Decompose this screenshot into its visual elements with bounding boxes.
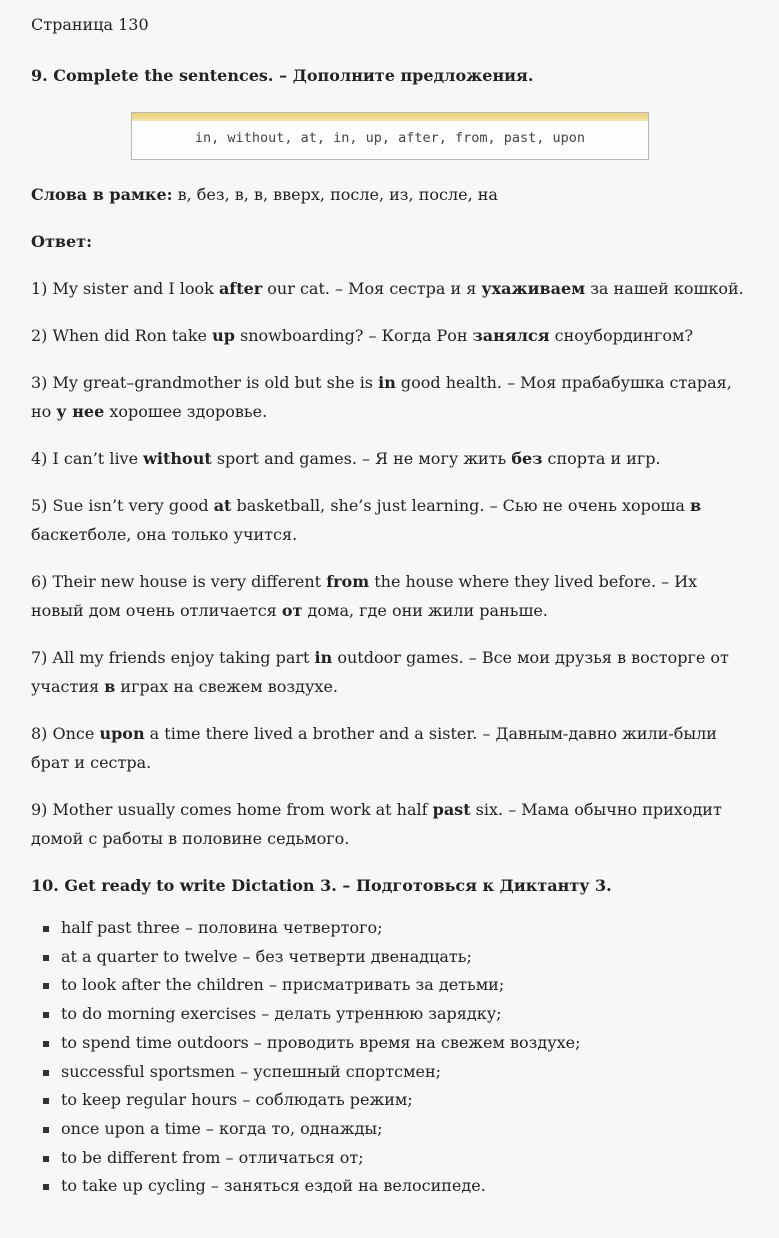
- list-item: to do morning exercises – делать утреннюю зарядку;: [43, 1000, 749, 1029]
- answer-sentence: 3) My great–grandmother is old but she is in good health. – Моя прабабушка старая, но у нее хорошее здоровье.: [31, 373, 732, 421]
- bullet-icon: [43, 1127, 49, 1133]
- bullet-icon: [43, 1156, 49, 1162]
- word-box: [131, 112, 649, 160]
- list-item: to look after the children – присматривать за детьми;: [43, 971, 749, 1000]
- bullet-icon: [43, 1098, 49, 1104]
- answer-sentence: 6) Their new house is very different from the house where they lived before. – Их новый дом очень отличается от дома, где они жили раньше.: [31, 572, 698, 620]
- answer-sentence: 1) My sister and I look after our cat. – Моя сестра и я ухаживаем за нашей кошкой.: [31, 279, 744, 298]
- answer-sentence: 8) Once upon a time there lived a brother and a sister. – Давным-давно жили-были брат и сестра.: [31, 724, 717, 772]
- bullet-icon: [43, 983, 49, 989]
- list-item: to keep regular hours – соблюдать режим;: [43, 1086, 749, 1115]
- vocabulary-list: [31, 914, 749, 1201]
- exercise-9-title: 9. Complete the sentences. – Дополните предложения.: [31, 66, 534, 85]
- bullet-icon: [43, 1184, 49, 1190]
- answer-sentence: 5) Sue isn’t very good at basketball, she’s just learning. – Сью не очень хороша в баскетболе, она только учится.: [31, 496, 702, 544]
- bullet-icon: [43, 1012, 49, 1018]
- bullet-icon: [43, 1070, 49, 1076]
- answer-sentence: 9) Mother usually comes home from work at half past six. – Мама обычно приходит домой с работы в половине седьмого.: [31, 800, 722, 848]
- answer-sentence: 7) All my friends enjoy taking part in outdoor games. – Все мои друзья в восторге от участия в играх на свежем воздухе.: [31, 648, 729, 696]
- answer-heading: Ответ:: [31, 232, 92, 251]
- list-item: to take up cycling – заняться ездой на велосипеде.: [43, 1172, 749, 1201]
- list-item: half past three – половина четвертого;: [43, 914, 749, 943]
- word-box-translation-text: в, без, в, в, вверх, после, из, после, на: [172, 185, 498, 204]
- answer-sentence: 2) When did Ron take up snowboarding? – Когда Рон занялся сноубордингом?: [31, 326, 694, 345]
- list-item: to be different from – отличаться от;: [43, 1144, 749, 1173]
- word-box-highlight: [132, 113, 648, 121]
- word-box-translation: [31, 180, 749, 209]
- bullet-icon: [43, 955, 49, 961]
- list-item: at a quarter to twelve – без четверти двенадцать;: [43, 943, 749, 972]
- page-number: Страница 130: [31, 15, 149, 34]
- exercise-10-title: 10. Get ready to write Dictation 3. – Подготовься к Диктанту 3.: [31, 876, 612, 895]
- list-item: successful sportsmen – успешный спортсмен;: [43, 1058, 749, 1087]
- answer-list: [31, 274, 749, 853]
- bullet-icon: [43, 1041, 49, 1047]
- word-box-text: in, without, at, in, up, after, from, past, upon: [194, 130, 586, 146]
- bullet-icon: [43, 926, 49, 932]
- list-item: to spend time outdoors – проводить время на свежем воздухе;: [43, 1029, 749, 1058]
- answer-sentence: 4) I can’t live without sport and games. – Я не могу жить без спорта и игр.: [31, 449, 661, 468]
- list-item: once upon a time – когда то, однажды;: [43, 1115, 749, 1144]
- word-box-label: Слова в рамке:: [31, 185, 173, 204]
